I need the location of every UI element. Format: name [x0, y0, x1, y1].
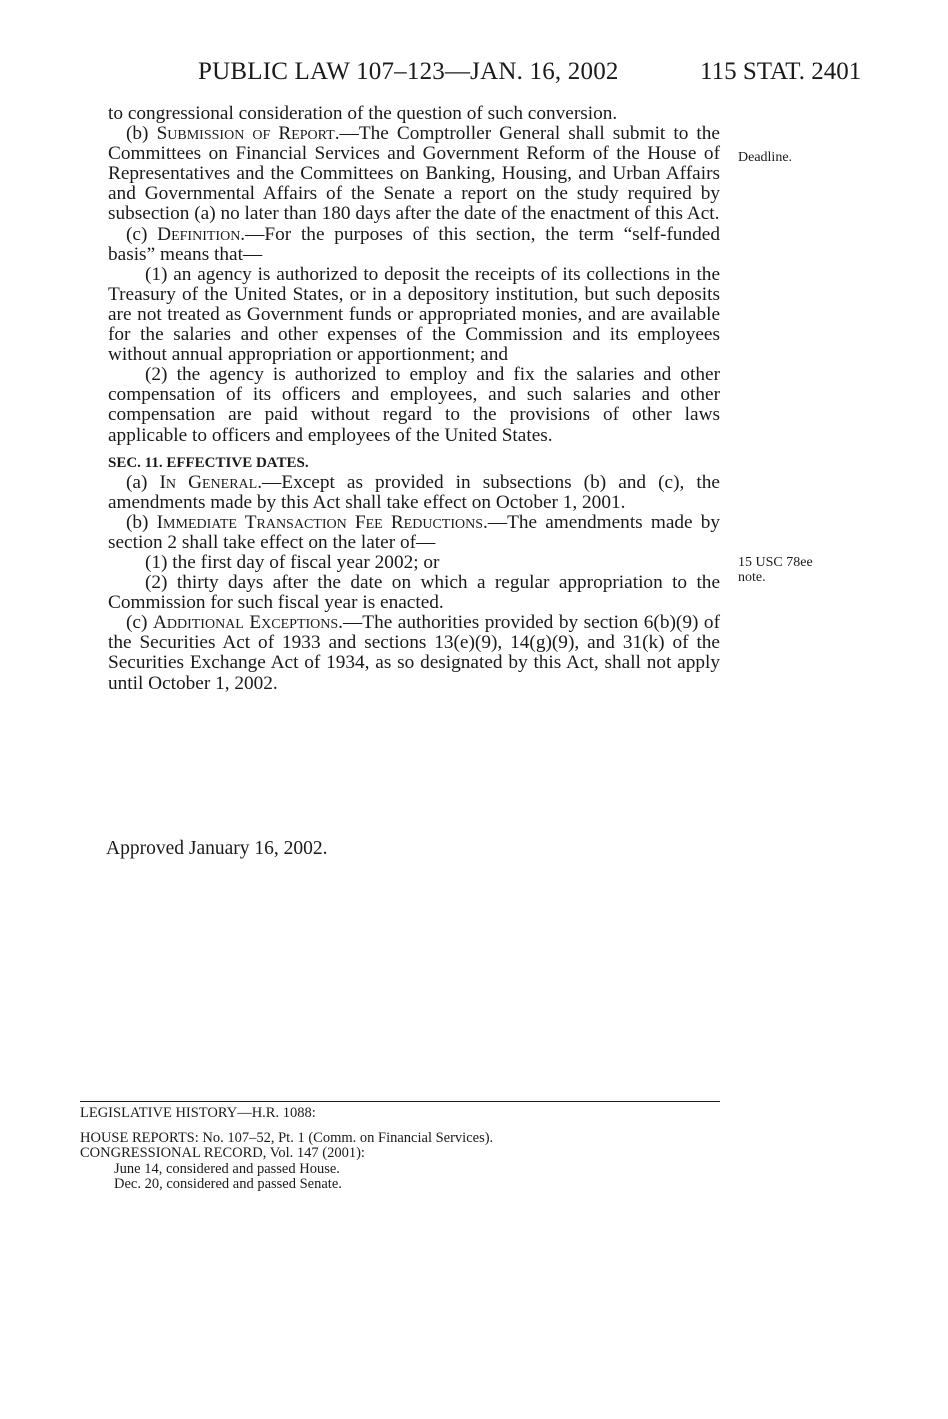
section-11-c: [108, 613, 720, 693]
approval-line: Approved January 16, 2002.: [106, 838, 328, 859]
subsection-b-caption: Submission of Report.: [156, 123, 340, 145]
paragraph-c1: (1) an agency is authorized to deposit the receipts of its collections in the Treasury of the United States, or in a depository institution, but such deposits are not treated as Government funds or appropriated monies, and are available for the salaries and other expenses of the Commission and its employees without annual appropriation or apportionment; and: [108, 263, 720, 366]
subsection-b: [108, 124, 720, 224]
section-11-heading: SEC. 11. EFFECTIVE DATES.: [108, 454, 309, 471]
running-header-law: PUBLIC LAW 107–123—JAN. 16, 2002: [198, 58, 619, 85]
section-11-c-caption: Additional Exceptions.: [152, 612, 344, 634]
running-header-stat: 115 STAT. 2401: [700, 58, 862, 85]
subsection-b-label: (b): [126, 123, 157, 145]
record-entry: June 14, considered and passed House.: [114, 1160, 340, 1177]
section-11-c-text: —The authorities provided by section 6(b)(9) of the Securities Act of 1933 and sections 13(e)(9), 14(g)(9), and 31(k) of the Securities Exchange Act of 1934, as so designated by this Act, shall not apply until October 1, 2002.: [108, 612, 720, 694]
paragraph-11-b2: (2) thirty days after the date on which a regular appropriation to the Commission for such fiscal year is enacted.: [108, 572, 720, 614]
paragraph-continuation: to congressional consideration of the question of such conversion.: [108, 103, 618, 124]
margin-note-usc-line1: 15 USC 78ee: [738, 555, 813, 570]
section-11-a-label: (a): [126, 471, 160, 493]
legislative-history: [80, 1106, 740, 1193]
section-11-b-label: (b): [126, 511, 157, 533]
margin-note-deadline: Deadline.: [738, 150, 793, 165]
subsection-c-label: (c): [126, 223, 158, 245]
margin-note-usc-line2: note.: [738, 570, 766, 585]
section-11-a-caption: In General.: [159, 471, 263, 493]
congressional-record: CONGRESSIONAL RECORD, Vol. 147 (2001):: [80, 1145, 365, 1162]
house-reports: HOUSE REPORTS: No. 107–52, Pt. 1 (Comm. on Financial Services).: [80, 1129, 494, 1146]
subsection-c-text: —For the purposes of this section, the term “self-funded basis” means that—: [108, 223, 720, 265]
paragraph-c2: (2) the agency is authorized to employ and fix the salaries and other compensation of its officers and employees, and such salaries and other compensation are paid without regard to the provisions of other laws applicable to officers and employees of the United States.: [108, 364, 720, 446]
record-entry: Dec. 20, considered and passed Senate.: [114, 1176, 342, 1193]
subsection-b-text: —The Comptroller General shall submit to the Committees on Financial Services and Government Reform of the House of Representatives and the Committees on Banking, Housing, and Urban Affairs and Governmental Affairs of the Senate a report on the study required by subsection (a) no later than 180 days after the date of the enactment of this Act.: [108, 123, 720, 225]
body-text: [108, 104, 720, 694]
margin-note-usc: [738, 555, 813, 585]
legislative-history-title: LEGISLATIVE HISTORY—H.R. 1088:: [80, 1105, 316, 1121]
section-11-b-caption: Immediate Transaction Fee Reductions.: [156, 511, 488, 533]
section-11-a: [108, 473, 720, 513]
section-11-a-text: —Except as provided in subsections (b) and (c), the amendments made by this Act shall take effect on October 1, 2001.: [108, 471, 720, 513]
section-11-c-label: (c): [126, 612, 153, 634]
footnote-divider: [80, 1101, 720, 1102]
subsection-c-caption: Definition.: [157, 223, 246, 245]
section-11-b-text: —The amendments made by section 2 shall take effect on the later of—: [108, 511, 720, 553]
paragraph-11-b1: (1) the first day of fiscal year 2002; or: [145, 551, 440, 573]
section-11-b: [108, 513, 720, 553]
subsection-c: [108, 225, 720, 265]
